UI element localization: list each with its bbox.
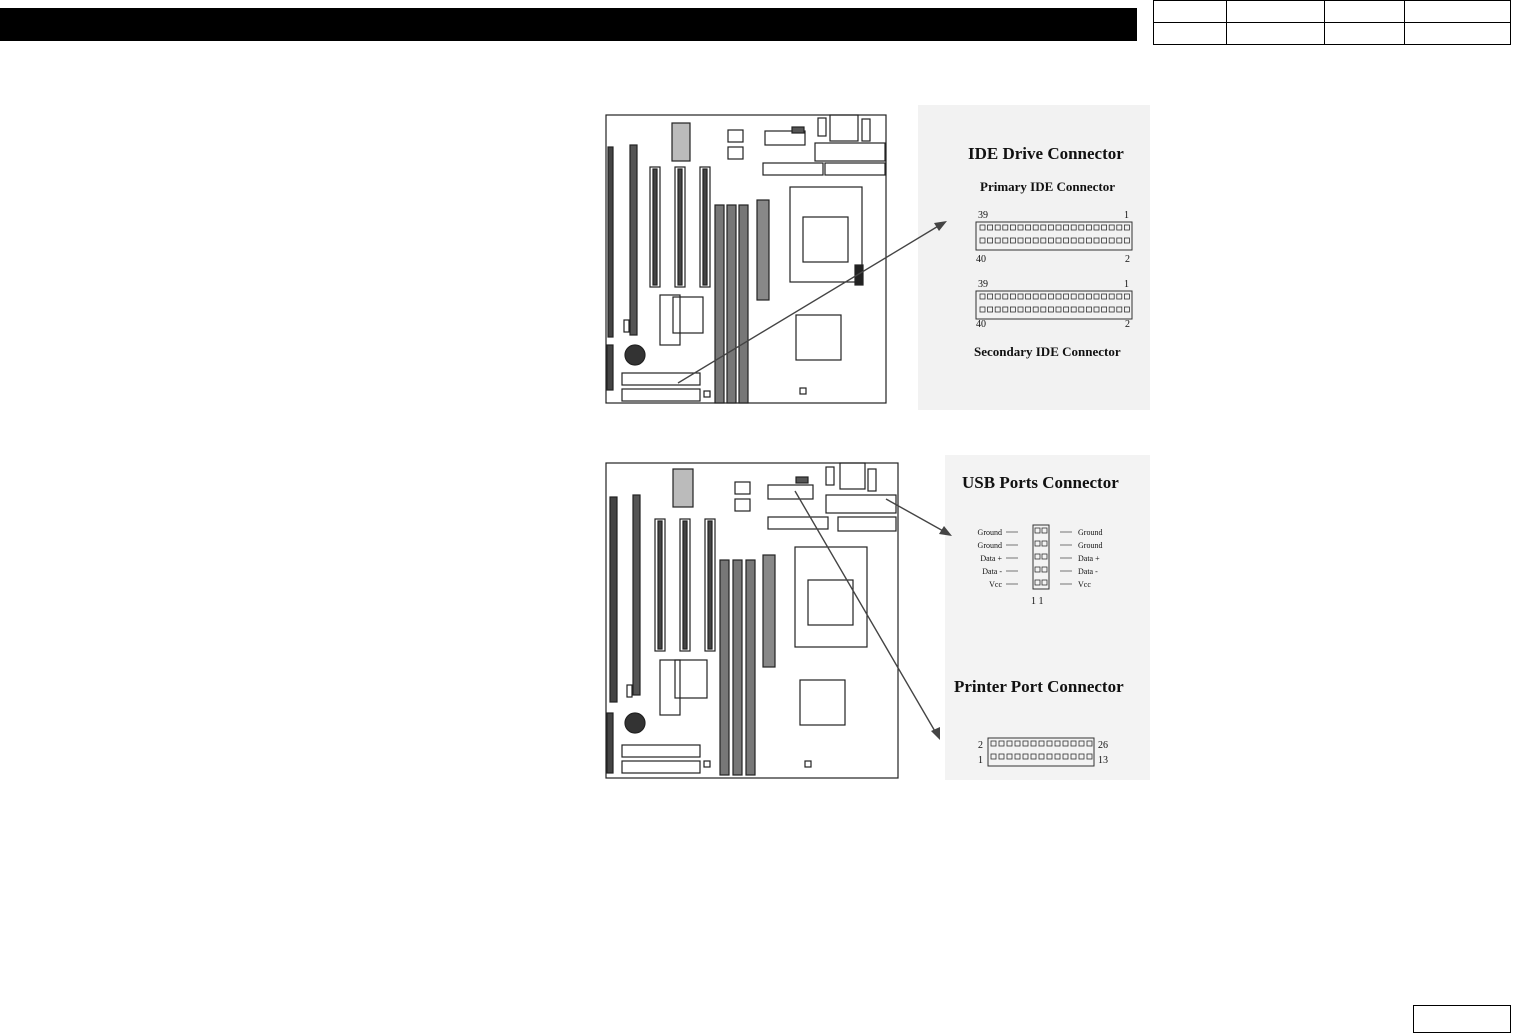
usb-pin-label: Data + [1078,554,1100,563]
motherboard-diagram-2 [606,463,898,778]
usb-pin-label: Vcc [989,580,1002,589]
usb-pin-label: Ground [1078,528,1103,537]
usb-printer-figure [600,455,1150,785]
usb-pin-label: Data - [982,567,1002,576]
usb-pointer-arrow [886,499,945,532]
printer-pin-13: 13 [1098,755,1108,766]
page-number-box [1413,1005,1511,1033]
motherboard-diagram [606,115,886,403]
printer-pin-26: 26 [1098,740,1108,751]
pin-40-primary: 40 [976,254,986,265]
usb-pin-label: Vcc [1078,580,1091,589]
printer-pin-2: 2 [978,740,983,751]
ide-connector-figure [600,105,1150,415]
pin-39-primary: 39 [978,210,988,221]
usb-pin-label: Data + [980,554,1002,563]
ide-title: IDE Drive Connector [968,144,1124,163]
pin-1-secondary: 1 [1124,279,1129,290]
printer-pointer-arrow [795,491,936,733]
pin-39-secondary: 39 [978,279,988,290]
pin-40-secondary: 40 [976,319,986,330]
header-bar [0,8,1137,41]
header-info-table [1153,0,1511,45]
pin-2-secondary: 2 [1125,319,1130,330]
secondary-ide-label: Secondary IDE Connector [974,344,1121,359]
usb-pin-label: Ground [977,528,1002,537]
usb-pin-label: Ground [977,541,1002,550]
usb-pin-ones: 1 1 [1031,596,1044,607]
usb-pin-label: Ground [1078,541,1103,550]
primary-ide-label: Primary IDE Connector [980,179,1116,194]
pin-1-primary: 1 [1124,210,1129,221]
usb-title: USB Ports Connector [962,473,1119,492]
usb-pin-label: Data - [1078,567,1098,576]
pin-2-primary: 2 [1125,254,1130,265]
printer-title: Printer Port Connector [954,677,1124,696]
printer-pin-1: 1 [978,755,983,766]
